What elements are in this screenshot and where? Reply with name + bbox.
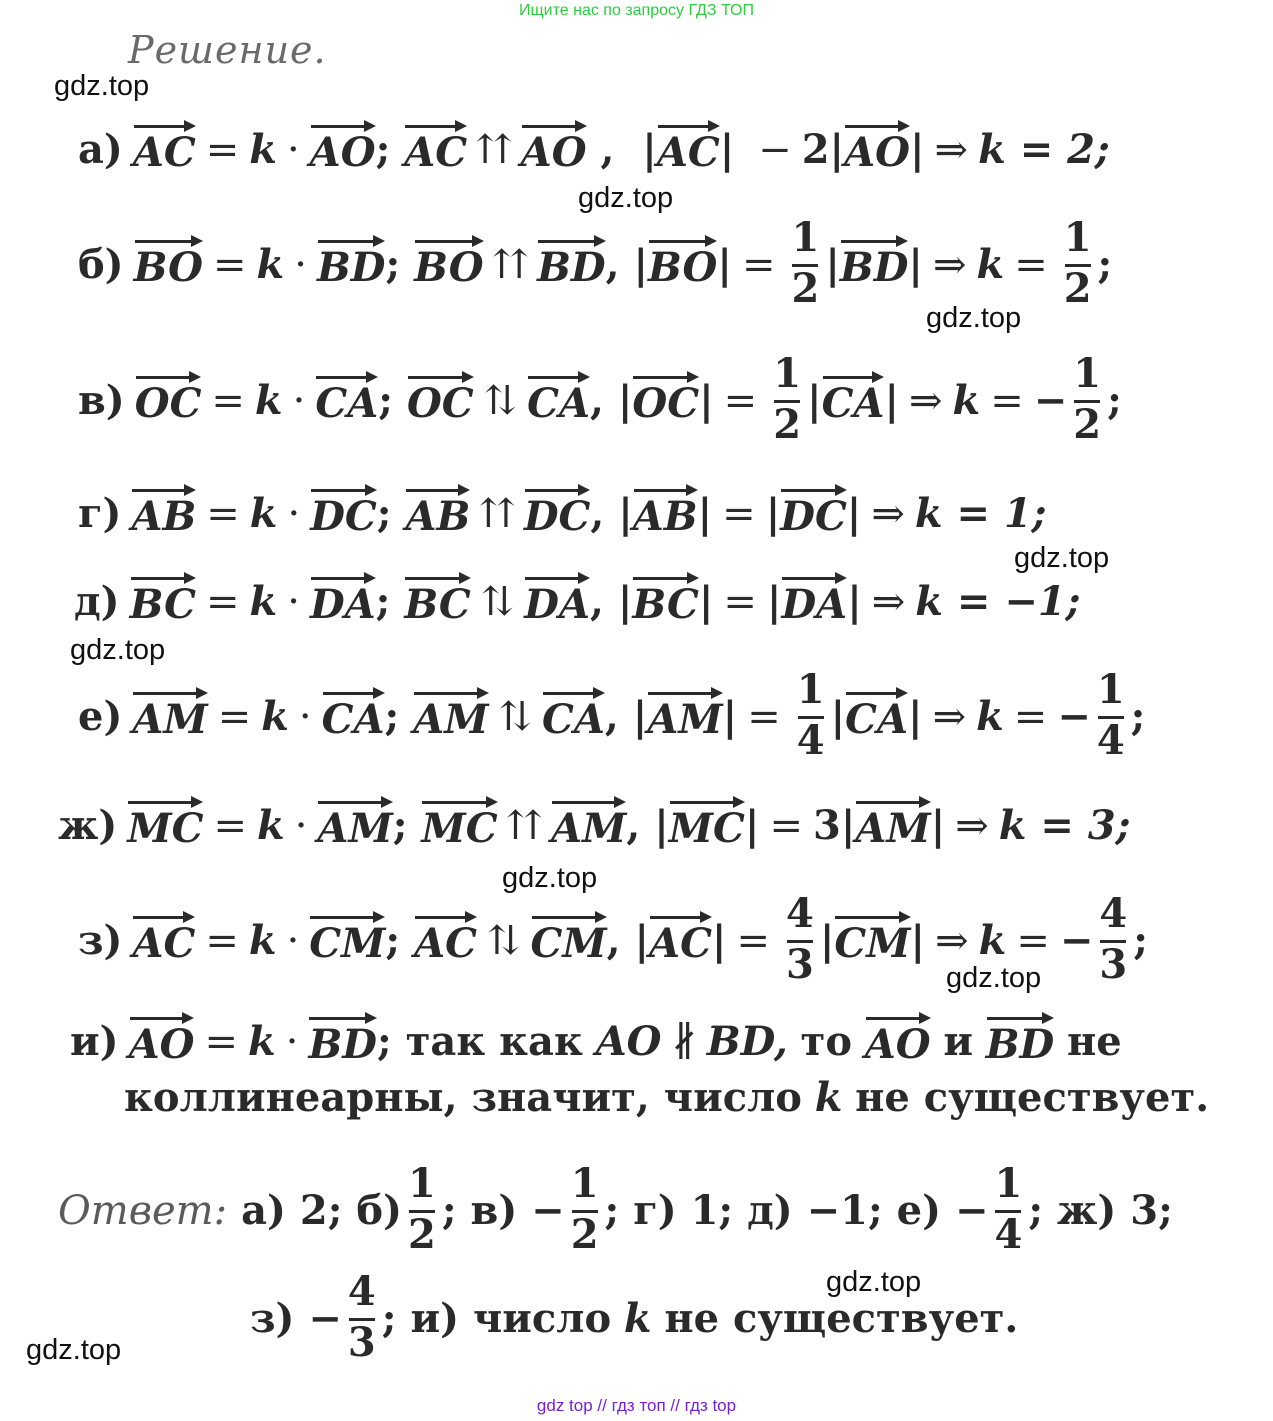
bottom-banner[interactable]: gdz top // гдз топ // гдз top: [536, 1396, 737, 1415]
top-banner[interactable]: Ищите нас по запросу ГДЗ ТОП: [519, 2, 754, 19]
text: не существует.: [855, 1074, 1210, 1121]
watermark: gdz.top: [578, 182, 674, 214]
fraction: $\frac{1}{2}$: [791, 213, 820, 312]
segment: BD,: [706, 1018, 788, 1065]
item-label: а): [78, 126, 123, 173]
watermark: gdz.top: [54, 70, 150, 102]
vector: CA: [321, 696, 385, 743]
vector: CM: [834, 920, 911, 967]
relation-symbol: ⇈: [507, 803, 542, 849]
fraction: $\frac{1}{2}$: [1073, 349, 1102, 448]
coefficient: 2: [801, 126, 830, 173]
watermark: gdz.top: [26, 1334, 122, 1366]
item-label: д): [74, 578, 120, 625]
text: не: [1066, 1018, 1122, 1065]
vector: CA: [315, 380, 379, 427]
solution-heading: Решение.: [128, 28, 327, 72]
text: то: [800, 1018, 853, 1065]
fraction: $\frac{1}{4}$: [1096, 665, 1125, 764]
answer-text: ; в) −: [441, 1187, 565, 1234]
vector: AC: [404, 129, 468, 176]
item-label: в): [78, 377, 125, 424]
vector: AC: [414, 920, 477, 967]
vector: BC: [632, 581, 699, 628]
vector: MC: [127, 805, 204, 852]
relation-symbol: ⇈: [477, 127, 511, 173]
answer-line-2: [250, 1264, 1018, 1374]
vector: DA: [309, 581, 376, 628]
relation-symbol: ⇅: [498, 694, 533, 740]
vector: BO: [648, 244, 718, 291]
result: k = 3;: [998, 802, 1131, 849]
vector: DA: [524, 581, 591, 628]
vector: BO: [414, 244, 484, 291]
vector: AO: [128, 1021, 195, 1068]
solution-line-v: в) OC = k · CA ; OC ⇅ CA , | OC | = $\frac{1}{2}$ | CA | ⇒ k = − $\frac{1}{2}$ ;: [78, 346, 1122, 456]
watermark: gdz.top: [70, 634, 166, 666]
fraction: $\frac{1}{2}$: [1063, 213, 1092, 312]
result: k = 2;: [978, 126, 1110, 173]
relation-symbol: ⇈: [480, 491, 514, 537]
item-label: з): [78, 917, 123, 964]
vector: AM: [317, 805, 393, 852]
vector: AM: [551, 805, 627, 852]
vector: OC: [632, 380, 700, 427]
solution-line-i-continued: [124, 1068, 1209, 1128]
watermark: gdz.top: [946, 962, 1042, 994]
vector: MC: [421, 805, 498, 852]
segment: AO: [595, 1018, 662, 1065]
vector: AB: [405, 493, 471, 540]
watermark: gdz.top: [1014, 542, 1110, 574]
vector: BD: [308, 1021, 377, 1068]
vector: OC: [406, 380, 474, 427]
vector: AO: [844, 129, 910, 176]
result: k = −1;: [915, 578, 1081, 625]
relation-symbol: ⇅: [480, 579, 515, 625]
vector: CA: [527, 380, 591, 427]
vector: CA: [845, 696, 908, 743]
vector: AC: [656, 129, 720, 176]
answer-text: ; и) число: [381, 1295, 612, 1342]
vector: BD: [839, 244, 909, 291]
solution-line-zh: ж) MC = k · AM ; MC ⇈ AM , | MC | = 3 | AM | ⇒ k = 3;: [58, 802, 1131, 852]
fraction: $\frac{4}{3}$: [1099, 889, 1128, 988]
vector: AO: [309, 129, 376, 176]
vector: BO: [133, 244, 204, 291]
fraction: $\frac{1}{2}$: [570, 1159, 599, 1258]
solution-line-b: б) BO = k · BD ; BO ⇈ BD , | BO | = $\frac{1}{2}$ | BD | ⇒ k = $\frac{1}{2}$ ;: [78, 210, 1112, 320]
item-label: е): [78, 693, 123, 740]
vector: AC: [132, 920, 196, 967]
vector: BD: [985, 1021, 1055, 1068]
vector: OC: [134, 380, 202, 427]
not-parallel-symbol: ∦: [671, 1019, 697, 1065]
fraction: $\frac{4}{3}$: [347, 1267, 376, 1366]
vector: BC: [404, 581, 471, 628]
solution-line-z: з) AC = k · CM ; AC ⇅ CM , | AC | = $\frac{4}{3}$ | CM | ⇒ k = − $\frac{4}{3}$ ;: [78, 886, 1148, 996]
vector: AM: [647, 696, 723, 743]
fraction: $\frac{1}{4}$: [994, 1159, 1023, 1258]
solution-line-d: д) BC = k · DA ; BC ⇅ DA , | BC | = | DA | ⇒ k = −1;: [74, 578, 1081, 628]
solution-line-g: г) AB = k · DC ; AB ⇈ DC , | AB | = | DC | ⇒ k = 1;: [78, 490, 1047, 540]
item-label: б): [78, 241, 124, 288]
text: и: [943, 1018, 974, 1065]
answer-text: а) 2; б): [241, 1187, 402, 1234]
vector: AM: [413, 696, 489, 743]
watermark: gdz.top: [926, 302, 1022, 334]
vector: DC: [523, 493, 591, 540]
answer-text: не существует.: [664, 1295, 1019, 1342]
watermark: gdz.top: [502, 862, 598, 894]
vector: CA: [821, 380, 885, 427]
vector: AM: [855, 805, 931, 852]
fraction: $\frac{1}{2}$: [408, 1159, 436, 1258]
vector: BC: [129, 581, 196, 628]
answer-line-1: [58, 1156, 1173, 1266]
item-label: г): [78, 490, 122, 537]
coefficient: 3: [812, 802, 841, 849]
fraction: $\frac{4}{3}$: [785, 889, 814, 988]
fraction: $\frac{1}{2}$: [773, 349, 802, 448]
result: k = 1;: [914, 490, 1047, 537]
vector: CA: [542, 696, 605, 743]
answer-text: ; г) 1; д) −1; е) −: [604, 1187, 989, 1234]
item-label: ж): [58, 802, 118, 849]
vector: AM: [132, 696, 208, 743]
vector: AB: [632, 493, 698, 540]
relation-symbol: ⇅: [483, 378, 518, 424]
vector: DA: [781, 581, 848, 628]
vector: CM: [530, 920, 607, 967]
vector: AB: [131, 493, 197, 540]
vector: AC: [649, 920, 712, 967]
vector: AO: [520, 129, 587, 176]
answer-text: з) −: [250, 1295, 342, 1342]
text: так как: [405, 1018, 583, 1065]
solution-line-i: и) AO = k · BD ; так как AO ∦ BD, то AO и BD не: [70, 1018, 1122, 1068]
relation-symbol: ⇅: [486, 918, 521, 964]
vector: CM: [309, 920, 386, 967]
watermark: gdz.top: [826, 1266, 922, 1298]
vector: BD: [316, 244, 386, 291]
vector: DC: [310, 493, 377, 540]
vector: AC: [132, 129, 196, 176]
solution-line-e: е) AM = k · CA ; AM ⇅ CA , | AM | = $\frac{1}{4}$ | CA | ⇒ k = − $\frac{1}{4}$ ;: [78, 662, 1145, 772]
solution-line-a: а) AC = k · AO ; AC ⇈ AO , | AC | − 2 | AO | ⇒ k = 2;: [78, 126, 1110, 176]
vector: DC: [780, 493, 847, 540]
vector: BD: [537, 244, 606, 291]
vector: MC: [668, 805, 745, 852]
variable: k: [814, 1074, 843, 1121]
fraction: $\frac{1}{4}$: [796, 665, 825, 764]
variable: k: [623, 1295, 652, 1342]
vector: AO: [864, 1021, 931, 1068]
item-label: и): [70, 1018, 119, 1065]
text: коллинеарны, значит, число: [124, 1074, 802, 1121]
answer-text: ; ж) 3;: [1028, 1187, 1173, 1234]
answer-label: Ответ:: [58, 1188, 228, 1234]
relation-symbol: ⇈: [493, 242, 528, 288]
